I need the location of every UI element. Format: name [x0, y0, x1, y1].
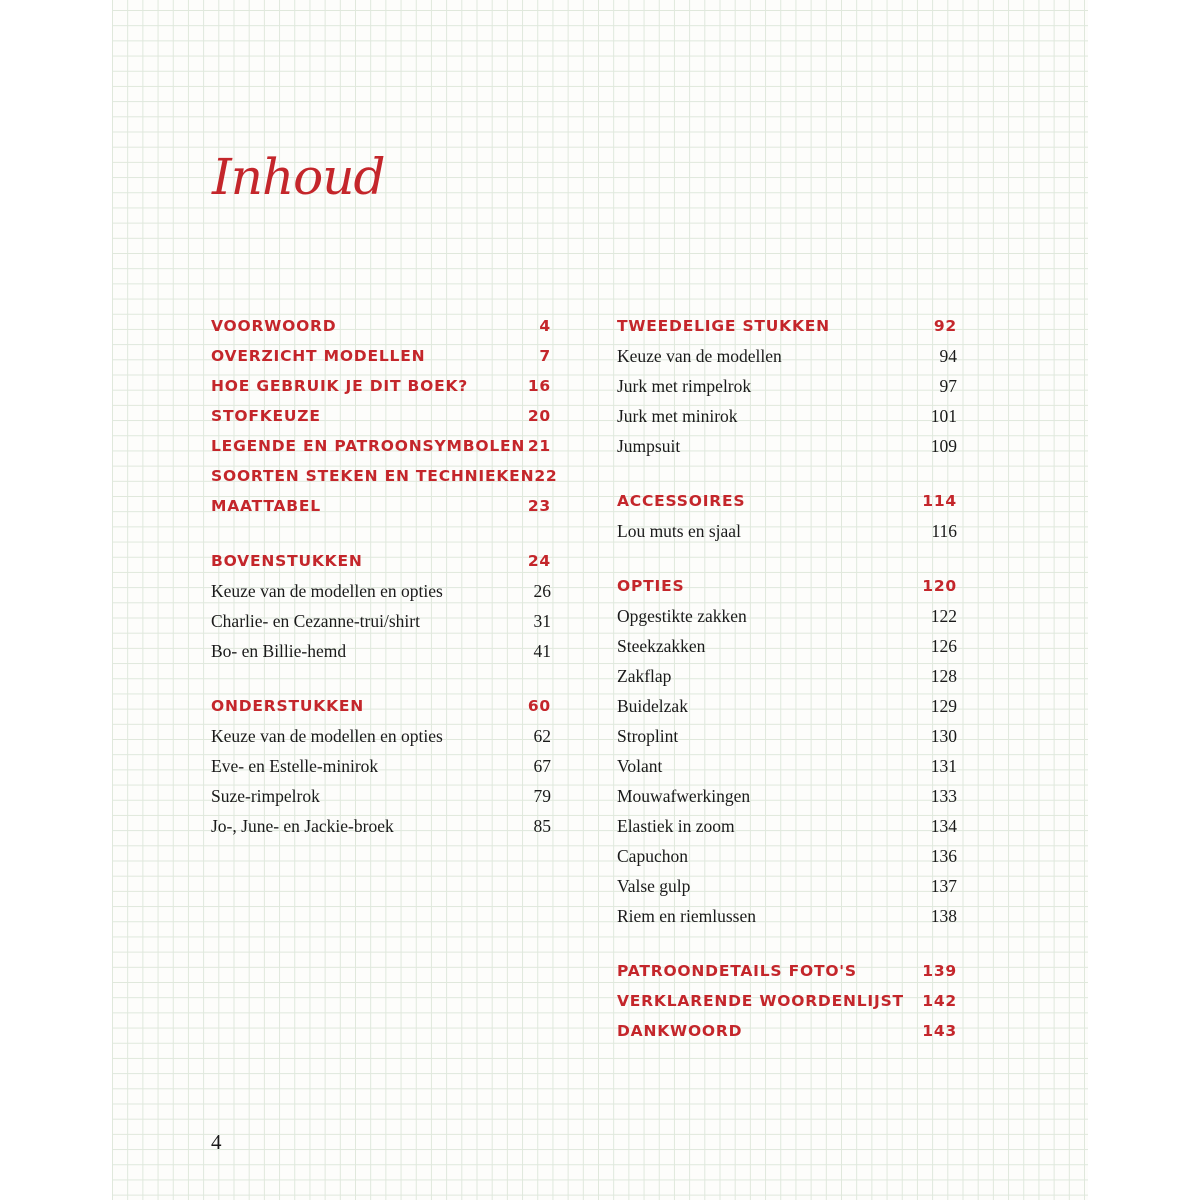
toc-section: [617, 571, 957, 931]
entry-page-number: 92: [933, 317, 957, 335]
entry-page-number: 24: [527, 552, 551, 570]
entry-page-number: 7: [539, 347, 551, 365]
entry-title: Charlie- en Cezanne-trui/shirt: [211, 611, 420, 631]
toc-sub-entry[interactable]: [617, 871, 957, 901]
toc-sub-entry[interactable]: [211, 811, 551, 841]
toc-chapter-entry[interactable]: [617, 956, 957, 986]
entry-page-number: 60: [527, 697, 551, 715]
entry-title: Mouwafwerkingen: [617, 786, 751, 806]
toc-sub-entry[interactable]: [211, 606, 551, 636]
toc-section: [211, 691, 551, 841]
entry-title: Opgestikte zakken: [617, 606, 747, 626]
toc-sub-entry[interactable]: [617, 661, 957, 691]
toc-chapter-entry[interactable]: [211, 401, 551, 431]
toc-sub-entry[interactable]: [211, 721, 551, 751]
entry-page-number: 20: [527, 407, 551, 425]
toc-sub-entry[interactable]: [617, 431, 957, 461]
entry-title: Suze-rimpelrok: [211, 786, 320, 806]
toc-sub-entry[interactable]: [617, 691, 957, 721]
toc-chapter-entry[interactable]: [211, 341, 551, 371]
chapter-title: STOFKEUZE: [211, 407, 321, 425]
chapter-title: MAATTABEL: [211, 497, 321, 515]
toc-chapter-entry[interactable]: [617, 1016, 957, 1046]
toc-sub-entry[interactable]: [617, 371, 957, 401]
toc-sub-entry[interactable]: [211, 751, 551, 781]
entry-title: Lou muts en sjaal: [617, 521, 741, 541]
chapter-title: VOORWOORD: [211, 317, 337, 335]
entry-page-number: 4: [539, 317, 551, 335]
entry-title: Keuze van de modellen en opties: [211, 581, 443, 601]
toc-chapter-entry[interactable]: [211, 546, 551, 576]
toc-sub-entry[interactable]: [617, 901, 957, 931]
toc-section: [211, 311, 558, 521]
toc-left-column: [211, 311, 558, 866]
toc-chapter-entry[interactable]: [211, 461, 558, 491]
toc-chapter-entry[interactable]: [211, 691, 551, 721]
toc-section: [211, 546, 551, 666]
entry-title: Volant: [617, 756, 663, 776]
chapter-title: ACCESSOIRES: [617, 492, 746, 510]
entry-page-number: 126: [930, 636, 957, 656]
entry-title: Jo-, June- en Jackie-broek: [211, 816, 394, 836]
toc-sub-entry[interactable]: [211, 636, 551, 666]
entry-title: Jumpsuit: [617, 436, 681, 456]
toc-chapter-entry[interactable]: [617, 486, 957, 516]
entry-page-number: 142: [922, 992, 957, 1010]
entry-page-number: 129: [930, 696, 957, 716]
entry-title: Bo- en Billie-hemd: [211, 641, 347, 661]
entry-page-number: 128: [930, 666, 957, 686]
toc-chapter-entry[interactable]: [617, 571, 957, 601]
chapter-title: OPTIES: [617, 577, 685, 595]
toc-sub-entry[interactable]: [617, 401, 957, 431]
toc-sub-entry[interactable]: [617, 781, 957, 811]
toc-section: [617, 486, 957, 546]
toc-sub-entry[interactable]: [617, 841, 957, 871]
entry-page-number: 134: [930, 816, 957, 836]
toc-chapter-entry[interactable]: [211, 491, 551, 521]
toc-section: [617, 311, 957, 461]
toc-sub-entry[interactable]: [211, 576, 551, 606]
toc-sub-entry[interactable]: [617, 631, 957, 661]
entry-page-number: 79: [533, 786, 551, 806]
chapter-title: PATROONDETAILS FOTO'S: [617, 962, 857, 980]
page-number: 4: [211, 1130, 222, 1154]
toc-chapter-entry[interactable]: [211, 371, 551, 401]
chapter-title: SOORTEN STEKEN EN TECHNIEKEN: [211, 467, 535, 485]
chapter-title: BOVENSTUKKEN: [211, 552, 363, 570]
entry-title: Zakflap: [617, 666, 672, 686]
toc-sub-entry[interactable]: [617, 341, 957, 371]
toc-right-column: [617, 311, 957, 1071]
entry-page-number: 21: [527, 437, 551, 455]
entry-page-number: 31: [533, 611, 551, 631]
entry-page-number: 41: [533, 641, 551, 661]
entry-page-number: 62: [533, 726, 551, 746]
chapter-title: DANKWOORD: [617, 1022, 743, 1040]
entry-title: Capuchon: [617, 846, 688, 866]
entry-page-number: 116: [931, 521, 957, 541]
toc-sub-entry[interactable]: [211, 781, 551, 811]
chapter-title: HOE GEBRUIK JE DIT BOEK?: [211, 377, 469, 395]
entry-title: Valse gulp: [617, 876, 691, 896]
entry-title: Jurk met rimpelrok: [617, 376, 752, 396]
toc-chapter-entry[interactable]: [211, 311, 551, 341]
toc-chapter-entry[interactable]: [617, 311, 957, 341]
entry-page-number: 131: [930, 756, 957, 776]
chapter-title: OVERZICHT MODELLEN: [211, 347, 426, 365]
entry-title: Keuze van de modellen en opties: [211, 726, 443, 746]
entry-page-number: 143: [922, 1022, 957, 1040]
toc-sub-entry[interactable]: [617, 516, 957, 546]
entry-title: Elastiek in zoom: [617, 816, 735, 836]
toc-chapter-entry[interactable]: [617, 986, 957, 1016]
entry-page-number: 94: [939, 346, 957, 366]
entry-title: Keuze van de modellen: [617, 346, 782, 366]
entry-page-number: 136: [930, 846, 957, 866]
entry-page-number: 22: [534, 467, 558, 485]
toc-sub-entry[interactable]: [617, 721, 957, 751]
entry-page-number: 139: [922, 962, 957, 980]
entry-title: Buidelzak: [617, 696, 688, 716]
chapter-title: ONDERSTUKKEN: [211, 697, 365, 715]
entry-title: Steekzakken: [617, 636, 706, 656]
entry-page-number: 85: [533, 816, 551, 836]
entry-page-number: 114: [922, 492, 957, 510]
entry-title: Riem en riemlussen: [617, 906, 757, 926]
entry-page-number: 120: [922, 577, 957, 595]
chapter-title: TWEEDELIGE STUKKEN: [617, 317, 830, 335]
entry-page-number: 23: [527, 497, 551, 515]
entry-page-number: 109: [930, 436, 957, 456]
entry-title: Jurk met minirok: [617, 406, 738, 426]
toc-chapter-entry[interactable]: [211, 431, 551, 461]
toc-sub-entry[interactable]: [617, 751, 957, 781]
entry-page-number: 26: [533, 581, 551, 601]
entry-page-number: 138: [930, 906, 957, 926]
entry-page-number: 130: [930, 726, 957, 746]
entry-page-number: 97: [939, 376, 957, 396]
entry-page-number: 137: [930, 876, 957, 896]
chapter-title: LEGENDE EN PATROONSYMBOLEN: [211, 437, 526, 455]
entry-page-number: 122: [930, 606, 957, 626]
entry-page-number: 101: [930, 406, 957, 426]
toc-sub-entry[interactable]: [617, 601, 957, 631]
entry-title: Stroplint: [617, 726, 679, 746]
toc-section: [617, 956, 957, 1046]
entry-page-number: 133: [930, 786, 957, 806]
entry-page-number: 16: [527, 377, 551, 395]
chapter-title: VERKLARENDE WOORDENLIJST: [617, 992, 904, 1010]
page-title: Inhoud: [212, 148, 385, 206]
entry-page-number: 67: [533, 756, 551, 776]
toc-sub-entry[interactable]: [617, 811, 957, 841]
entry-title: Eve- en Estelle-minirok: [211, 756, 379, 776]
